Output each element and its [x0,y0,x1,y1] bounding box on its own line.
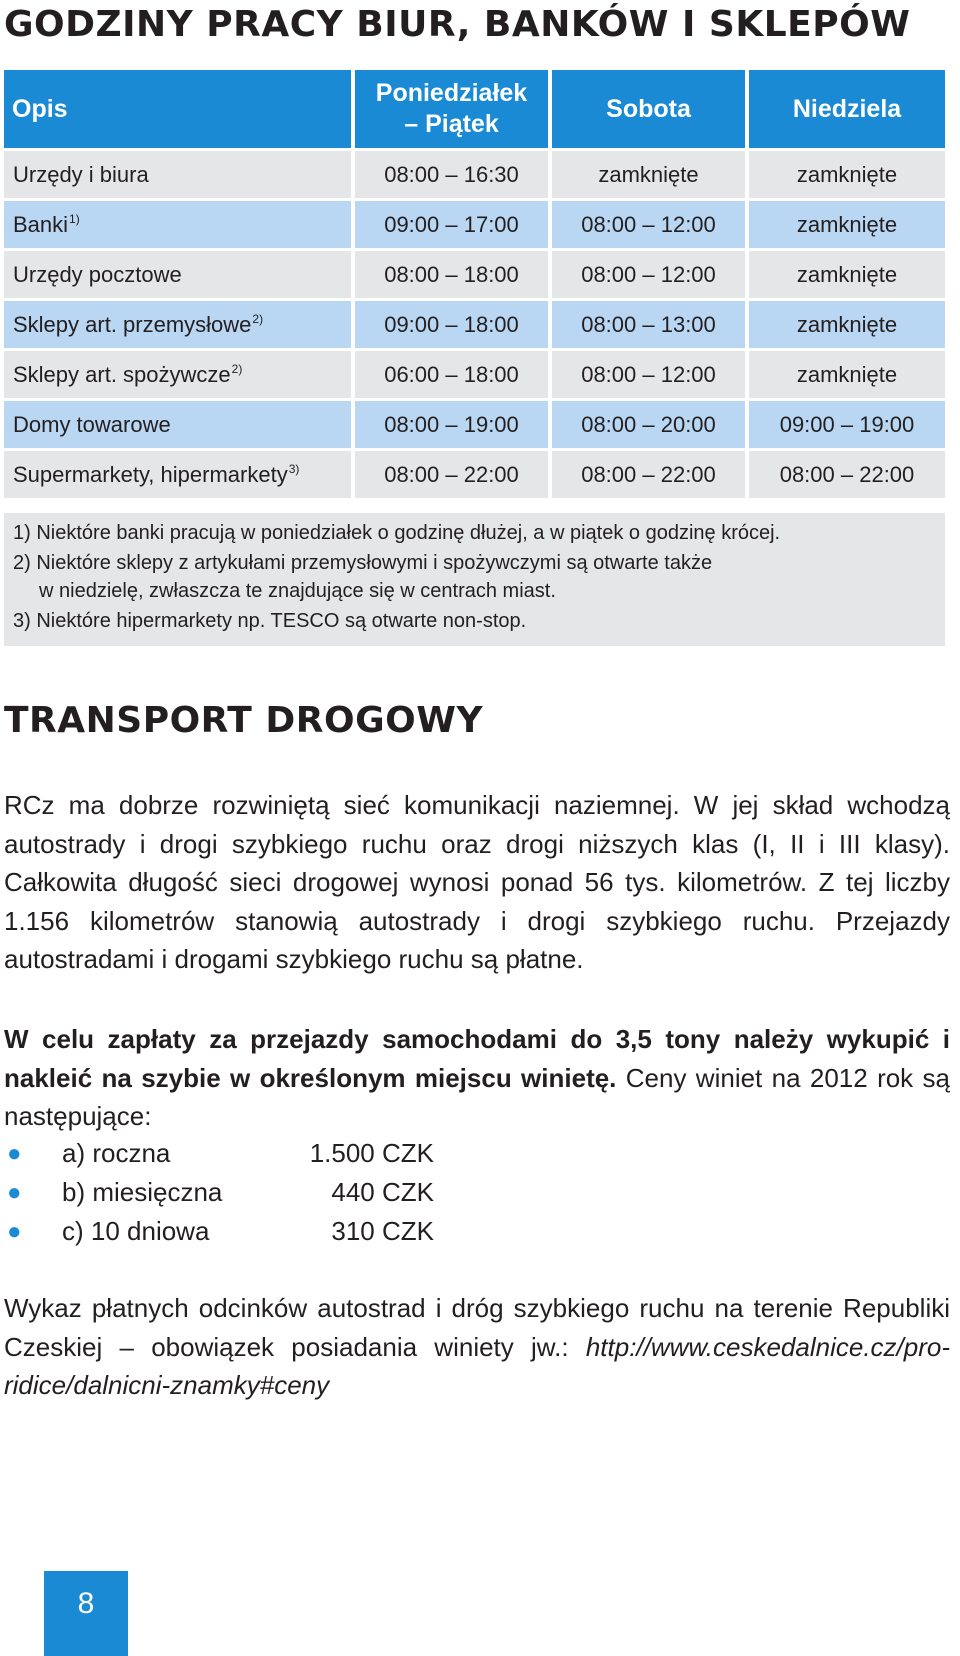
table-row [4,198,945,248]
table-row [4,448,945,498]
cell-weekdays: 08:00 – 19:00 [355,398,552,448]
section-title-office-hours: GODZINY PRACY BIUR, BANKÓW I SKLEPÓW [4,4,911,45]
cell-saturday: zamknięte [552,148,749,198]
footnotes-box [4,513,945,646]
list-item [4,1173,604,1212]
column-header-saturday: Sobota [552,70,749,148]
footnote-marker: 3) [288,461,300,476]
footnote-marker: 1) [69,211,80,226]
cell-sunday: zamknięte [749,198,945,248]
paragraph-toll-roads-text: Wykaz płatnych odcinków autostrad i dróg szybkiego ruchu na terenie Republiki Czeskiej – obowiązek posiadania winiety jw.: [4,1293,950,1362]
footnote-marker: 2) [231,361,243,376]
vignette-label: b) miesięczna [62,1177,223,1207]
table-row [4,398,945,448]
table-row [4,148,945,198]
row-label-text: Sklepy art. przemysłowe [13,311,252,337]
paragraph-vignette-rest: Ceny winiet na 2012 rok są następujące: [4,1062,950,1131]
cell-sunday: 09:00 – 19:00 [749,398,945,448]
row-label-text: Urzędy i biura [13,161,149,187]
row-label-text: Urzędy pocztowe [13,261,182,287]
row-label-text: Supermarkety, hipermarkety [13,461,288,487]
cell-weekdays: 06:00 – 18:00 [355,348,552,398]
bullet-icon: ● [7,1179,22,1206]
cell-saturday: 08:00 – 12:00 [552,248,749,298]
cell-weekdays: 09:00 – 18:00 [355,298,552,348]
cell-sunday: zamknięte [749,248,945,298]
section-title-road-transport: TRANSPORT DROGOWY [4,700,484,741]
cell-saturday: 08:00 – 12:00 [552,198,749,248]
cell-weekdays: 08:00 – 18:00 [355,248,552,298]
paragraph-toll-roads [4,1289,950,1405]
footnote-1: 1) Niektóre banki pracują w poniedziałek o godzinę dłużej, a w piątek o godzinę krócej. [13,522,781,544]
cell-sunday: zamknięte [749,348,945,398]
table-header-row [4,70,945,148]
column-header-weekdays-line1: Poniedziałek [375,79,528,107]
footnote-3: 3) Niektóre hipermarkety np. TESCO są otwarte non-stop. [13,610,527,632]
footnote-marker: 2) [252,311,264,326]
row-label [4,248,355,298]
table-row [4,298,945,348]
list-item [4,1134,604,1173]
cell-weekdays: 08:00 – 16:30 [355,148,552,198]
cell-saturday: 08:00 – 12:00 [552,348,749,398]
cell-sunday: 08:00 – 22:00 [749,448,945,498]
cell-weekdays: 08:00 – 22:00 [355,448,552,498]
row-label [4,198,355,248]
column-header-weekdays [355,70,552,148]
row-label [4,448,355,498]
cell-sunday: zamknięte [749,148,945,198]
vignette-price: 440 CZK [331,1177,434,1207]
toll-roads-link[interactable]: http://www.ceskedalnice.cz/pro-ridice/dalnicni-znamky#ceny [4,1331,950,1400]
table-row [4,348,945,398]
row-label-text: Banki [13,211,69,237]
vignette-price: 310 CZK [331,1216,434,1246]
list-item [4,1212,604,1251]
row-label [4,348,355,398]
footnote-2-line2: w niedzielę, zwłaszcza te znajdujące się w centrach miast. [39,580,556,602]
paragraph-vignette [4,1020,950,1136]
vignette-price-list [4,1134,604,1251]
vignette-price: 1.500 CZK [309,1138,434,1168]
cell-weekdays: 09:00 – 17:00 [355,198,552,248]
row-label [4,148,355,198]
opening-hours-table [4,70,945,498]
column-header-weekdays-line2: – Piątek [404,110,499,138]
cell-saturday: 08:00 – 22:00 [552,448,749,498]
row-label [4,398,355,448]
bullet-icon: ● [7,1140,22,1167]
bullet-icon: ● [7,1218,22,1245]
vignette-label: c) 10 dniowa [62,1216,210,1246]
cell-saturday: 08:00 – 20:00 [552,398,749,448]
cell-sunday: zamknięte [749,298,945,348]
vignette-label: a) roczna [62,1138,171,1168]
cell-saturday: 08:00 – 13:00 [552,298,749,348]
page-number: 8 [44,1571,128,1656]
row-label [4,298,355,348]
column-header-description: Opis [4,70,355,148]
footnote-2 [13,549,935,605]
paragraph-vignette-bold: W celu zapłaty za przejazdy samochodami do 3,5 tony należy wykupić i nakleić na szybie w określonym miejscu winietę. [4,1024,950,1093]
row-label-text: Domy towarowe [13,411,171,437]
row-label-text: Sklepy art. spożywcze [13,361,231,387]
paragraph-road-network: RCz ma dobrze rozwiniętą sieć komunikacji naziemnej. W jej skład wchodzą autostrady i drogi szybkiego ruchu oraz drogi niższych klas (I, II i III klasy). Całkowita długość sieci drogowej wynosi ponad 56 tys. kilometrów. Z tej liczby 1.156 kilometrów stanowią autostrady i drogi szybkiego ruchu. Przejazdy autostradami i drogami szybkiego ruchu są płatne. [4,790,950,974]
footnote-2-line1: 2) Niektóre sklepy z artykułami przemysłowymi i spożywczymi są otwarte także [13,552,713,574]
table-row [4,248,945,298]
column-header-sunday: Niedziela [749,70,945,148]
